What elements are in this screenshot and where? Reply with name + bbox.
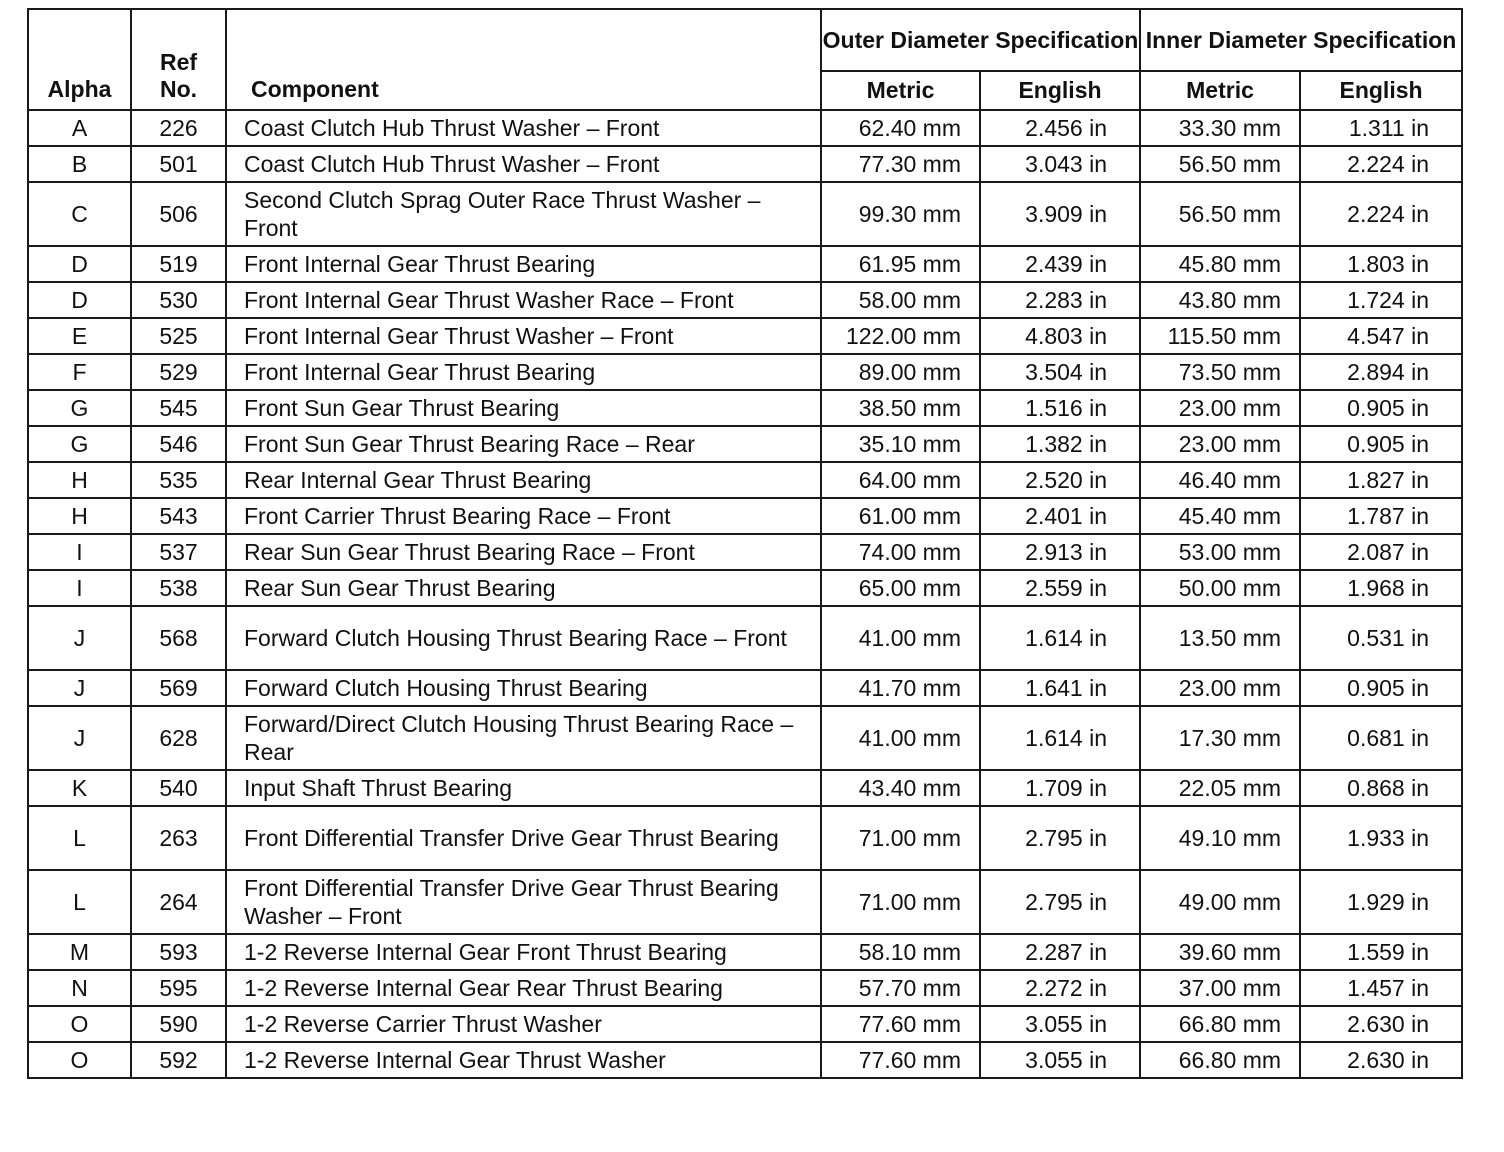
id-metric-cell: 66.80 mm bbox=[1140, 1006, 1300, 1042]
id-metric-cell: 49.10 mm bbox=[1140, 806, 1300, 870]
table-row bbox=[28, 870, 1462, 934]
id-metric-cell: 46.40 mm bbox=[1140, 462, 1300, 498]
component-cell: Coast Clutch Hub Thrust Washer – Front bbox=[226, 146, 821, 182]
ref-no-cell: 538 bbox=[131, 570, 226, 606]
id-english-cell: 1.311 in bbox=[1300, 110, 1462, 146]
id-metric-cell: 43.80 mm bbox=[1140, 282, 1300, 318]
table-row bbox=[28, 534, 1462, 570]
ref-no-cell: 264 bbox=[131, 870, 226, 934]
od-metric-cell: 35.10 mm bbox=[821, 426, 980, 462]
table-row bbox=[28, 282, 1462, 318]
od-metric-cell: 77.30 mm bbox=[821, 146, 980, 182]
od-metric-cell: 38.50 mm bbox=[821, 390, 980, 426]
od-metric-cell: 74.00 mm bbox=[821, 534, 980, 570]
id-english-cell: 0.868 in bbox=[1300, 770, 1462, 806]
alpha-cell: D bbox=[28, 246, 131, 282]
od-english-cell: 2.287 in bbox=[980, 934, 1140, 970]
component-cell: Front Sun Gear Thrust Bearing bbox=[226, 390, 821, 426]
table-row bbox=[28, 706, 1462, 770]
alpha-cell: J bbox=[28, 706, 131, 770]
table-row bbox=[28, 498, 1462, 534]
alpha-header: Alpha bbox=[28, 9, 131, 110]
table-row bbox=[28, 146, 1462, 182]
table-row bbox=[28, 606, 1462, 670]
od-english-cell: 2.559 in bbox=[980, 570, 1140, 606]
ref-no-header-line2: No. bbox=[159, 76, 198, 102]
od-english-cell: 3.909 in bbox=[980, 182, 1140, 246]
table-row bbox=[28, 570, 1462, 606]
id-english-cell: 1.724 in bbox=[1300, 282, 1462, 318]
od-metric-cell: 62.40 mm bbox=[821, 110, 980, 146]
od-metric-cell: 71.00 mm bbox=[821, 870, 980, 934]
alpha-cell: J bbox=[28, 606, 131, 670]
od-metric-cell: 71.00 mm bbox=[821, 806, 980, 870]
alpha-cell: K bbox=[28, 770, 131, 806]
id-metric-cell: 37.00 mm bbox=[1140, 970, 1300, 1006]
ref-no-cell: 530 bbox=[131, 282, 226, 318]
od-english-cell: 2.520 in bbox=[980, 462, 1140, 498]
id-metric-cell: 33.30 mm bbox=[1140, 110, 1300, 146]
table-row bbox=[28, 354, 1462, 390]
outer-diameter-header: Outer Diameter Specification bbox=[821, 9, 1140, 71]
ref-no-cell: 506 bbox=[131, 182, 226, 246]
ref-no-cell: 545 bbox=[131, 390, 226, 426]
component-cell: Coast Clutch Hub Thrust Washer – Front bbox=[226, 110, 821, 146]
component-cell: 1-2 Reverse Internal Gear Front Thrust Bearing bbox=[226, 934, 821, 970]
od-english-cell: 2.283 in bbox=[980, 282, 1140, 318]
od-english-cell: 1.516 in bbox=[980, 390, 1140, 426]
alpha-cell: M bbox=[28, 934, 131, 970]
table-row bbox=[28, 806, 1462, 870]
id-english-cell: 2.630 in bbox=[1300, 1042, 1462, 1078]
ref-no-cell: 226 bbox=[131, 110, 226, 146]
od-english-cell: 3.055 in bbox=[980, 1006, 1140, 1042]
component-header: Component bbox=[226, 9, 821, 110]
od-english-cell: 4.803 in bbox=[980, 318, 1140, 354]
table-row bbox=[28, 318, 1462, 354]
od-english-cell: 1.614 in bbox=[980, 706, 1140, 770]
id-english-cell: 1.933 in bbox=[1300, 806, 1462, 870]
od-english-cell: 2.456 in bbox=[980, 110, 1140, 146]
ref-no-cell: 595 bbox=[131, 970, 226, 1006]
thrust-washer-spec-table bbox=[27, 8, 1463, 1079]
id-metric-cell: 73.50 mm bbox=[1140, 354, 1300, 390]
id-metric-cell: 23.00 mm bbox=[1140, 426, 1300, 462]
table-row bbox=[28, 110, 1462, 146]
alpha-cell: L bbox=[28, 870, 131, 934]
id-metric-cell: 39.60 mm bbox=[1140, 934, 1300, 970]
od-metric-cell: 99.30 mm bbox=[821, 182, 980, 246]
alpha-cell: E bbox=[28, 318, 131, 354]
component-cell: Front Internal Gear Thrust Bearing bbox=[226, 354, 821, 390]
od-english-cell: 2.439 in bbox=[980, 246, 1140, 282]
table-row bbox=[28, 390, 1462, 426]
alpha-cell: A bbox=[28, 110, 131, 146]
component-cell: Rear Sun Gear Thrust Bearing bbox=[226, 570, 821, 606]
ref-no-cell: 525 bbox=[131, 318, 226, 354]
od-metric-cell: 122.00 mm bbox=[821, 318, 980, 354]
component-cell: Rear Internal Gear Thrust Bearing bbox=[226, 462, 821, 498]
alpha-cell: G bbox=[28, 426, 131, 462]
component-cell: Forward Clutch Housing Thrust Bearing bbox=[226, 670, 821, 706]
id-metric-cell: 50.00 mm bbox=[1140, 570, 1300, 606]
ref-no-cell: 590 bbox=[131, 1006, 226, 1042]
id-english-cell: 1.827 in bbox=[1300, 462, 1462, 498]
alpha-cell: G bbox=[28, 390, 131, 426]
ref-no-cell: 546 bbox=[131, 426, 226, 462]
component-cell: Forward/Direct Clutch Housing Thrust Bearing Race – Rear bbox=[226, 706, 821, 770]
id-english-cell: 1.457 in bbox=[1300, 970, 1462, 1006]
ref-no-cell: 501 bbox=[131, 146, 226, 182]
id-metric-cell: 66.80 mm bbox=[1140, 1042, 1300, 1078]
id-english-cell: 2.894 in bbox=[1300, 354, 1462, 390]
od-metric-cell: 58.00 mm bbox=[821, 282, 980, 318]
component-cell: Front Internal Gear Thrust Washer – Front bbox=[226, 318, 821, 354]
id-metric-cell: 22.05 mm bbox=[1140, 770, 1300, 806]
alpha-cell: L bbox=[28, 806, 131, 870]
od-metric-cell: 61.00 mm bbox=[821, 498, 980, 534]
od-english-cell: 2.795 in bbox=[980, 806, 1140, 870]
od-english-cell: 1.614 in bbox=[980, 606, 1140, 670]
alpha-cell: I bbox=[28, 570, 131, 606]
id-english-cell: 4.547 in bbox=[1300, 318, 1462, 354]
table-row bbox=[28, 426, 1462, 462]
alpha-cell: O bbox=[28, 1042, 131, 1078]
id-english-header: English bbox=[1300, 71, 1462, 110]
od-metric-cell: 77.60 mm bbox=[821, 1006, 980, 1042]
od-english-cell: 2.795 in bbox=[980, 870, 1140, 934]
component-cell: Second Clutch Sprag Outer Race Thrust Washer – Front bbox=[226, 182, 821, 246]
od-english-cell: 1.709 in bbox=[980, 770, 1140, 806]
ref-no-cell: 519 bbox=[131, 246, 226, 282]
od-metric-cell: 64.00 mm bbox=[821, 462, 980, 498]
component-cell: 1-2 Reverse Internal Gear Rear Thrust Bearing bbox=[226, 970, 821, 1006]
id-english-cell: 0.681 in bbox=[1300, 706, 1462, 770]
id-metric-cell: 45.40 mm bbox=[1140, 498, 1300, 534]
id-english-cell: 2.087 in bbox=[1300, 534, 1462, 570]
ref-no-cell: 543 bbox=[131, 498, 226, 534]
table-row bbox=[28, 1042, 1462, 1078]
alpha-cell: H bbox=[28, 462, 131, 498]
component-cell: Forward Clutch Housing Thrust Bearing Race – Front bbox=[226, 606, 821, 670]
component-cell: Front Carrier Thrust Bearing Race – Front bbox=[226, 498, 821, 534]
id-english-cell: 0.905 in bbox=[1300, 390, 1462, 426]
alpha-cell: H bbox=[28, 498, 131, 534]
alpha-cell: C bbox=[28, 182, 131, 246]
od-metric-header: Metric bbox=[821, 71, 980, 110]
id-english-cell: 1.559 in bbox=[1300, 934, 1462, 970]
ref-no-cell: 568 bbox=[131, 606, 226, 670]
header-row-top bbox=[28, 9, 1462, 71]
table-row bbox=[28, 670, 1462, 706]
id-metric-cell: 23.00 mm bbox=[1140, 390, 1300, 426]
table-row bbox=[28, 182, 1462, 246]
ref-no-cell: 628 bbox=[131, 706, 226, 770]
table-row bbox=[28, 970, 1462, 1006]
id-english-cell: 1.929 in bbox=[1300, 870, 1462, 934]
component-cell: Front Internal Gear Thrust Washer Race – Front bbox=[226, 282, 821, 318]
id-english-cell: 2.224 in bbox=[1300, 146, 1462, 182]
od-metric-cell: 89.00 mm bbox=[821, 354, 980, 390]
component-cell: 1-2 Reverse Carrier Thrust Washer bbox=[226, 1006, 821, 1042]
inner-diameter-header: Inner Diameter Specification bbox=[1140, 9, 1462, 71]
id-english-cell: 2.224 in bbox=[1300, 182, 1462, 246]
od-english-cell: 2.913 in bbox=[980, 534, 1140, 570]
od-english-cell: 1.382 in bbox=[980, 426, 1140, 462]
ref-no-header-line1: Ref bbox=[159, 49, 198, 75]
table-row bbox=[28, 770, 1462, 806]
id-metric-cell: 53.00 mm bbox=[1140, 534, 1300, 570]
od-metric-cell: 58.10 mm bbox=[821, 934, 980, 970]
od-metric-cell: 77.60 mm bbox=[821, 1042, 980, 1078]
alpha-cell: I bbox=[28, 534, 131, 570]
ref-no-header bbox=[131, 9, 226, 110]
component-cell: Input Shaft Thrust Bearing bbox=[226, 770, 821, 806]
table-row bbox=[28, 1006, 1462, 1042]
ref-no-cell: 537 bbox=[131, 534, 226, 570]
id-metric-cell: 17.30 mm bbox=[1140, 706, 1300, 770]
component-cell: Front Internal Gear Thrust Bearing bbox=[226, 246, 821, 282]
ref-no-cell: 569 bbox=[131, 670, 226, 706]
ref-no-cell: 592 bbox=[131, 1042, 226, 1078]
od-metric-cell: 61.95 mm bbox=[821, 246, 980, 282]
component-cell: Front Sun Gear Thrust Bearing Race – Rear bbox=[226, 426, 821, 462]
id-english-cell: 1.787 in bbox=[1300, 498, 1462, 534]
id-metric-cell: 56.50 mm bbox=[1140, 182, 1300, 246]
id-english-cell: 0.905 in bbox=[1300, 426, 1462, 462]
table-body bbox=[28, 110, 1462, 1078]
ref-no-cell: 540 bbox=[131, 770, 226, 806]
id-english-cell: 0.905 in bbox=[1300, 670, 1462, 706]
od-english-cell: 2.401 in bbox=[980, 498, 1140, 534]
id-english-cell: 2.630 in bbox=[1300, 1006, 1462, 1042]
id-metric-cell: 45.80 mm bbox=[1140, 246, 1300, 282]
table-row bbox=[28, 934, 1462, 970]
od-english-header: English bbox=[980, 71, 1140, 110]
id-english-cell: 0.531 in bbox=[1300, 606, 1462, 670]
od-metric-cell: 57.70 mm bbox=[821, 970, 980, 1006]
ref-no-cell: 529 bbox=[131, 354, 226, 390]
od-english-cell: 3.043 in bbox=[980, 146, 1140, 182]
id-metric-cell: 115.50 mm bbox=[1140, 318, 1300, 354]
od-metric-cell: 65.00 mm bbox=[821, 570, 980, 606]
id-metric-header: Metric bbox=[1140, 71, 1300, 110]
component-cell: Front Differential Transfer Drive Gear Thrust Bearing Washer – Front bbox=[226, 870, 821, 934]
id-english-cell: 1.803 in bbox=[1300, 246, 1462, 282]
od-english-cell: 3.055 in bbox=[980, 1042, 1140, 1078]
od-english-cell: 3.504 in bbox=[980, 354, 1140, 390]
component-cell: Rear Sun Gear Thrust Bearing Race – Front bbox=[226, 534, 821, 570]
component-cell: 1-2 Reverse Internal Gear Thrust Washer bbox=[226, 1042, 821, 1078]
id-metric-cell: 56.50 mm bbox=[1140, 146, 1300, 182]
alpha-cell: N bbox=[28, 970, 131, 1006]
alpha-cell: O bbox=[28, 1006, 131, 1042]
alpha-cell: F bbox=[28, 354, 131, 390]
alpha-cell: B bbox=[28, 146, 131, 182]
table-row bbox=[28, 462, 1462, 498]
od-metric-cell: 41.00 mm bbox=[821, 606, 980, 670]
component-cell: Front Differential Transfer Drive Gear Thrust Bearing bbox=[226, 806, 821, 870]
alpha-cell: D bbox=[28, 282, 131, 318]
table-row bbox=[28, 246, 1462, 282]
id-metric-cell: 13.50 mm bbox=[1140, 606, 1300, 670]
ref-no-cell: 263 bbox=[131, 806, 226, 870]
od-english-cell: 1.641 in bbox=[980, 670, 1140, 706]
ref-no-cell: 593 bbox=[131, 934, 226, 970]
od-metric-cell: 41.00 mm bbox=[821, 706, 980, 770]
id-metric-cell: 23.00 mm bbox=[1140, 670, 1300, 706]
alpha-cell: J bbox=[28, 670, 131, 706]
id-english-cell: 1.968 in bbox=[1300, 570, 1462, 606]
ref-no-cell: 535 bbox=[131, 462, 226, 498]
od-english-cell: 2.272 in bbox=[980, 970, 1140, 1006]
od-metric-cell: 41.70 mm bbox=[821, 670, 980, 706]
od-metric-cell: 43.40 mm bbox=[821, 770, 980, 806]
id-metric-cell: 49.00 mm bbox=[1140, 870, 1300, 934]
